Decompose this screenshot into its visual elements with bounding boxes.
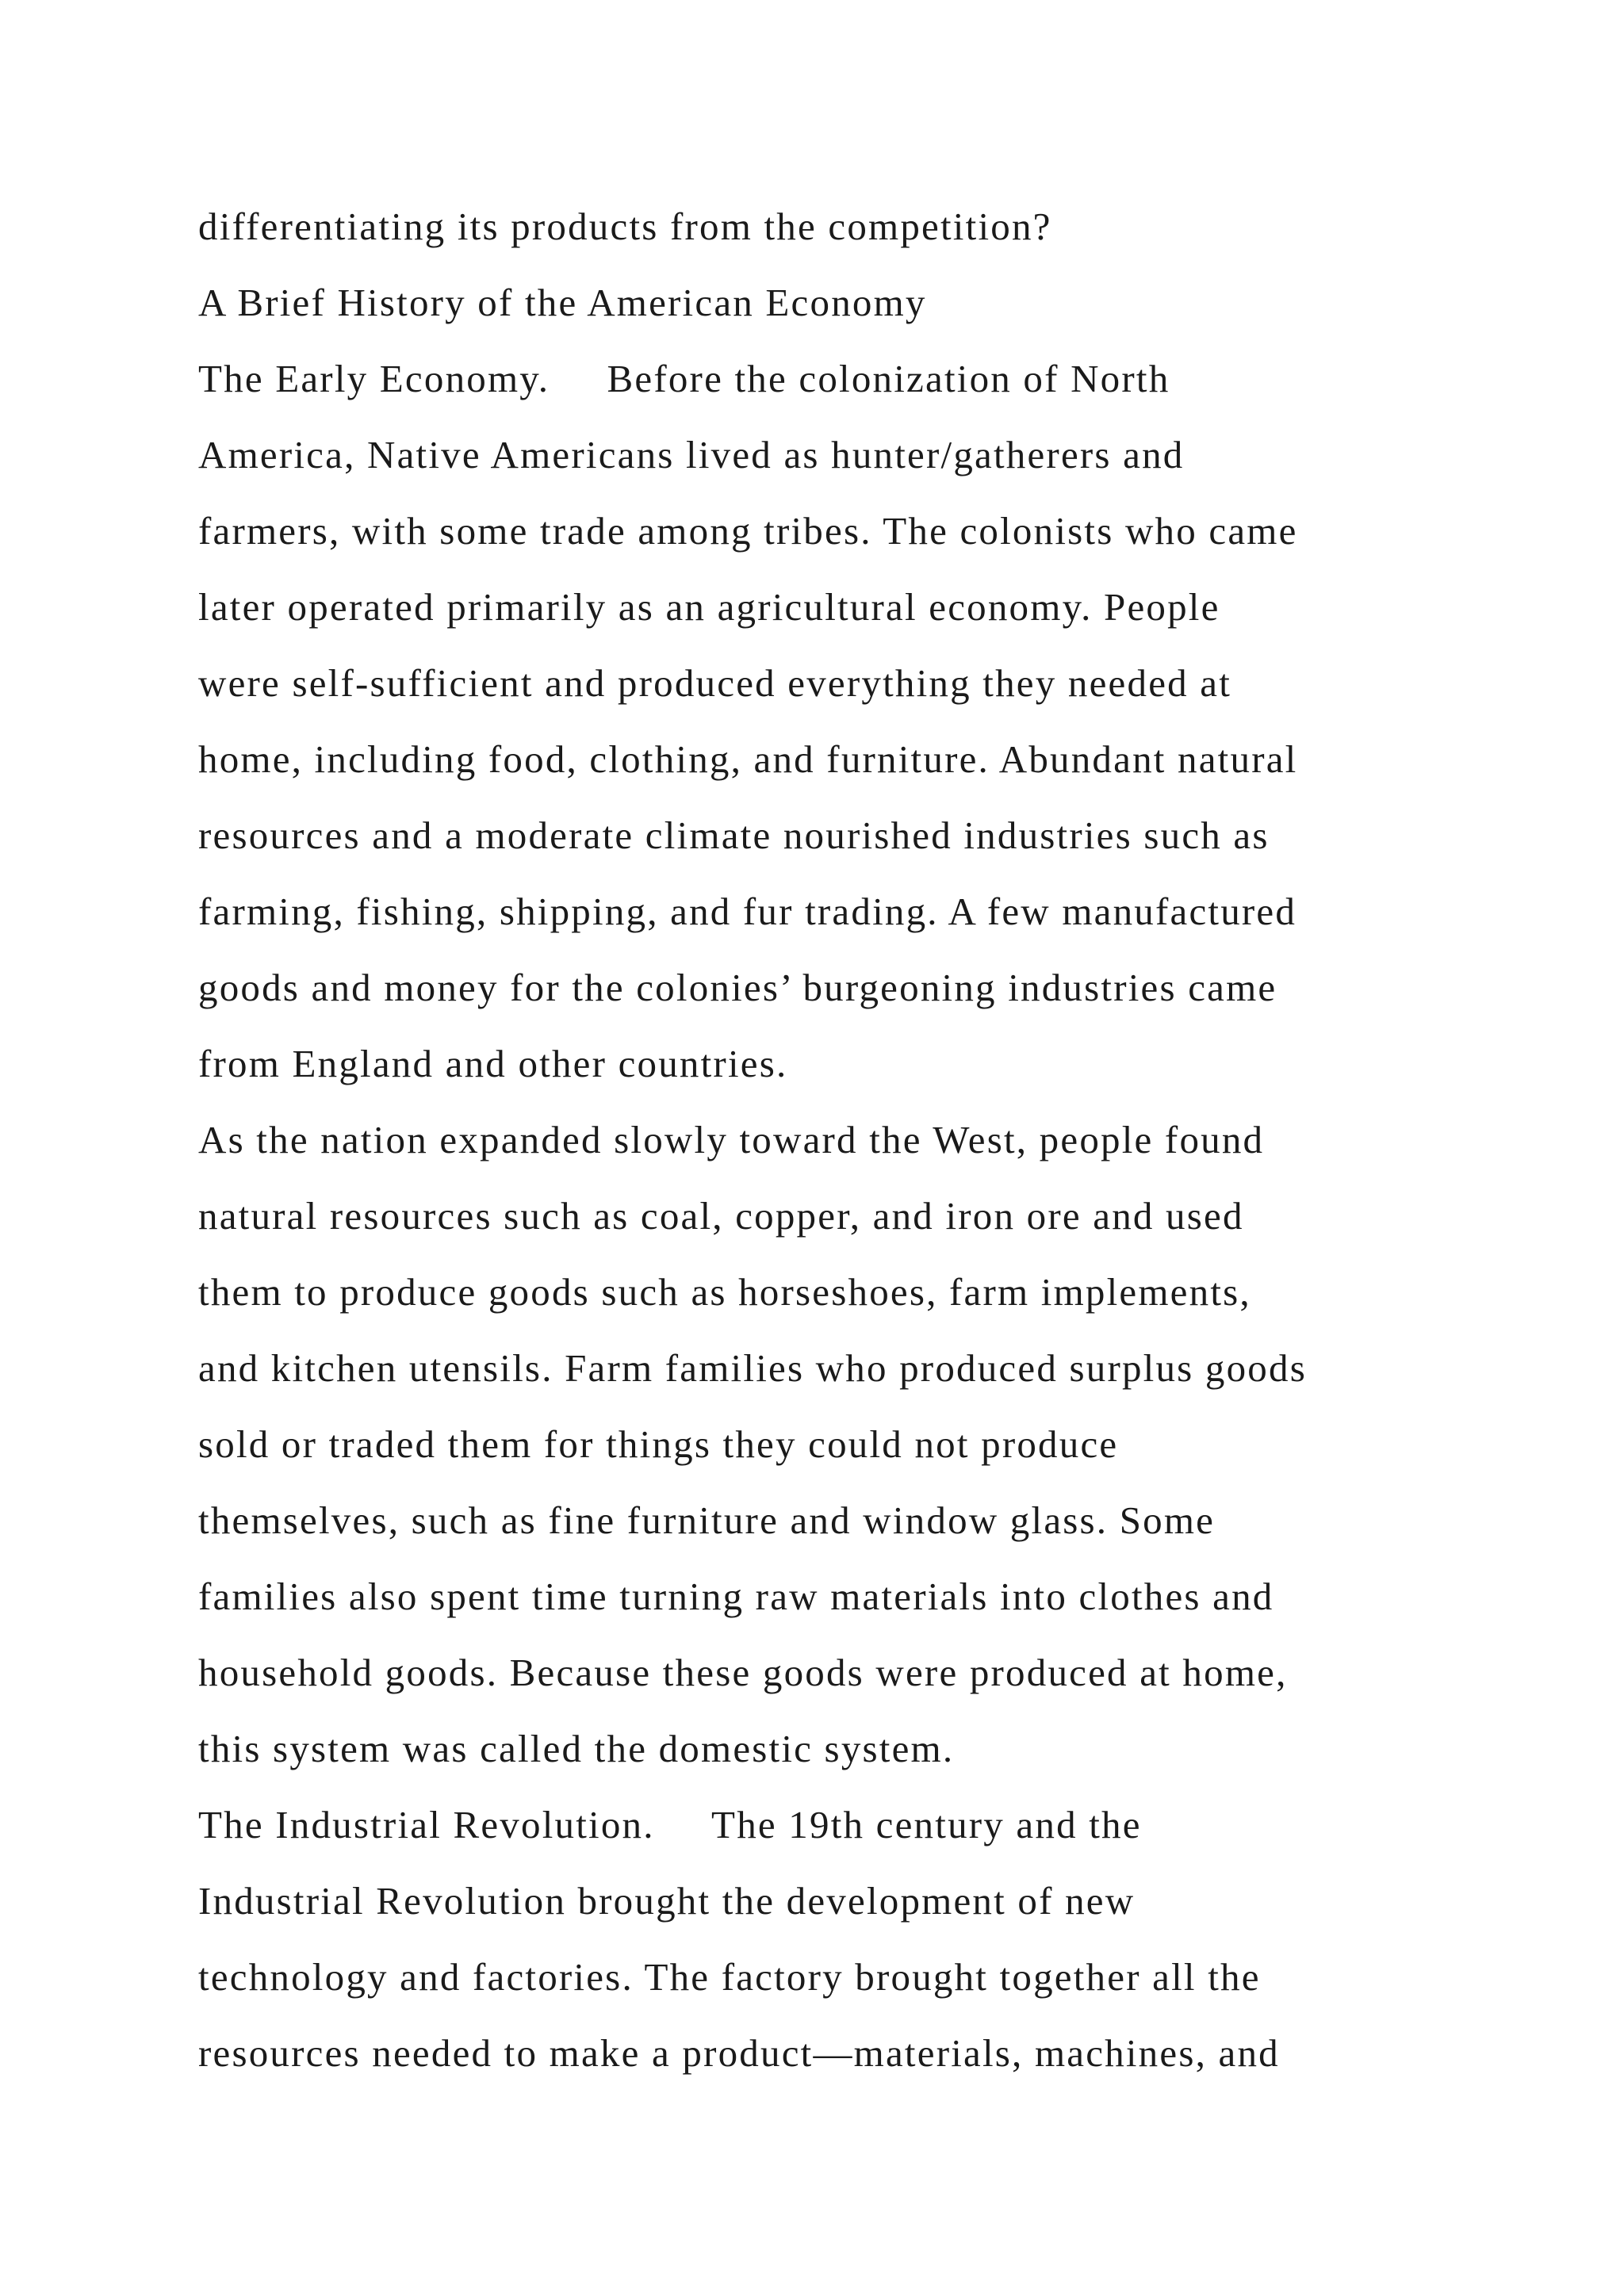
text-line: from England and other countries. [198, 1042, 788, 1085]
text-line: sold or traded them for things they could not produce [198, 1422, 1119, 1466]
text-line: Industrial Revolution brought the development of new [198, 1879, 1136, 1923]
text-line: technology and factories. The factory brought together all the [198, 1955, 1261, 1999]
text-line: resources needed to make a product—materials, machines, and [198, 2031, 1280, 2075]
text-line: goods and money for the colonies’ burgeoning industries came [198, 966, 1277, 1009]
text-line: farming, fishing, shipping, and fur trading. A few manufactured [198, 890, 1297, 933]
section-heading: A Brief History of the American Economy [198, 281, 927, 324]
text-line: families also spent time turning raw materials into clothes and [198, 1575, 1274, 1618]
text-line: later operated primarily as an agricultural economy. People [198, 585, 1220, 629]
text-line: themselves, such as fine furniture and window glass. Some [198, 1498, 1216, 1542]
body-text [198, 189, 1507, 2091]
subsection-heading-line: The Industrial Revolution. The 19th century and the [198, 1803, 1142, 1846]
text-line: this system was called the domestic system. [198, 1727, 955, 1770]
text-line: America, Native Americans lived as hunter/gatherers and [198, 433, 1185, 476]
text-line: As the nation expanded slowly toward the West, people found [198, 1118, 1265, 1161]
text-line: and kitchen utensils. Farm families who produced surplus goods [198, 1346, 1307, 1390]
text-line: home, including food, clothing, and furniture. Abundant natural [198, 737, 1298, 781]
subsection-heading-line: The Early Economy. Before the colonization of North [198, 357, 1170, 400]
text-line: them to produce goods such as horseshoes, farm implements, [198, 1270, 1251, 1314]
text-line: natural resources such as coal, copper, and iron ore and used [198, 1194, 1244, 1238]
text-line: household goods. Because these goods were produced at home, [198, 1651, 1288, 1694]
text-line: were self-sufficient and produced everything they needed at [198, 661, 1232, 705]
text-line: differentiating its products from the competition? [198, 205, 1052, 248]
text-line: resources and a moderate climate nourished industries such as [198, 813, 1270, 857]
text-line: farmers, with some trade among tribes. The colonists who came [198, 509, 1298, 553]
